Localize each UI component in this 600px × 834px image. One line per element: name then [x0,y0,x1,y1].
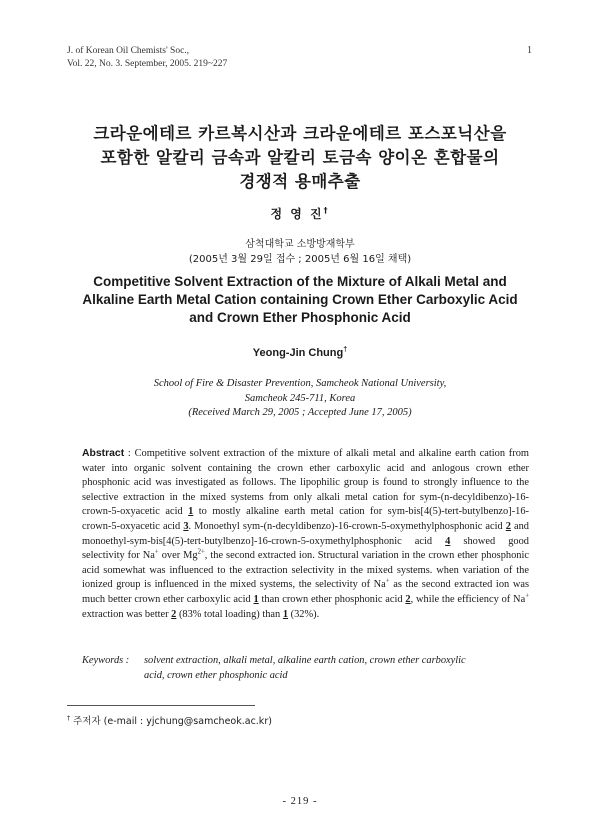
english-dates: (Received March 29, 2005 ; Accepted June 17, 2005) [188,407,412,418]
charge-sup: + [385,577,390,585]
abstract-text: , the second extracted ion. Structural variation in the crown ether phosphonic acid somewhat was influenced to the extraction selectivity in the mixed systems. when variation of the ionized group is influenced in the mixed systems, the selectivity of Na [82,550,529,591]
page-number: - 219 - [282,796,318,807]
charge-sup: + [154,548,159,556]
abstract-text: extraction was better [82,608,172,620]
korean-dates: (2005년 3월 29일 접수 ; 2005년 6월 16일 채택) [188,254,412,265]
keywords-line: solvent extraction, alkali metal, alkaline earth cation, crown ether carboxylic [144,655,466,666]
keywords-line: acid, crown ether phosphonic acid [144,669,288,681]
compound-ref: 2 [505,520,511,532]
abstract-text: and monoethyl-sym-bis[4(5)-tert-butylbenzo]-16-crown-5-oxymethylphosphonic acid [82,520,529,547]
abstract-text: than crown ether phosphonic acid [258,593,406,605]
compound-ref: 2 [171,608,177,620]
abstract-text: to mostly alkaline earth metal cation for sym-bis[4(5)-tert-butylbenzo]-16-crown-5-oxyacetic acid [82,506,530,532]
english-author-name: Yeong-Jin Chung [252,347,344,359]
journal-name: J. of Korean Oil Chemists' Soc., [67,46,190,56]
journal-citation [67,45,227,71]
korean-title-line: 경쟁적 용매추출 [239,172,361,191]
abstract-text: showed good selectivity for Na [82,535,529,562]
keywords-label: Keywords : [82,655,130,666]
abstract-text: Competitive solvent extraction of the mixture of alkali metal and alkaline earth cation from water into organic solvent containing the crown ether carboxylic acid and anlogous crown ether phosphonic acid was investigated as follows. The lipophilic group is found to strongly influence to the selective extraction in the mixed systems from only alkali metal cation for sym-(n-decyldibenzo)-16-crown-5-oxyacetic acid [82,448,530,518]
english-title-line: Alkaline Earth Metal Cation containing Crown Ether Carboxylic Acid [82,292,518,307]
keywords [82,654,529,683]
english-affiliation-line: Samcheok 245-711, Korea [244,392,356,404]
korean-title-line: 포함한 알칼리 금속과 알칼리 토금속 양이온 혼합물의 [100,148,500,167]
footnote-dagger: † [67,714,71,722]
top-page-number: 1 [527,45,532,56]
charge-sup: 2+ [197,548,205,556]
abstract-text: over Mg [158,550,198,562]
korean-author [0,205,600,222]
compound-ref: 1 [253,593,259,605]
charge-sup: + [525,592,529,600]
korean-author-name: 정 영 진 [270,207,324,221]
abstract-text: (32%). [288,608,320,620]
abstract-text: (83% total loading) than [176,608,283,620]
english-affiliation [0,377,600,421]
journal-volume: Vol. 22, No. 3. September, 2005. 219~227 [67,59,228,69]
footnote-divider [67,705,255,706]
english-title-line: Competitive Solvent Extraction of the Mixture of Alkali Metal and [93,274,507,289]
english-affiliation-line: School of Fire & Disaster Prevention, Samcheok National University, [153,378,447,389]
korean-affiliation [0,237,600,267]
korean-affiliation-name: 삼척대학교 소방방재학부 [245,239,355,250]
abstract-label: Abstract [82,448,125,459]
compound-ref: 3 [183,520,189,532]
author-dagger: † [323,206,330,215]
footnote-text: 주저자 (e-mail : yjchung@samcheok.ac.kr) [70,716,272,727]
abstract-text: . Monoethyl sym-(n-decyldibenzo)-16-crown-5-oxymethylphosphonic acid [188,520,506,532]
compound-ref: 1 [282,608,289,620]
footnote [67,713,272,727]
korean-title [0,122,600,194]
abstract-text: , while the efficiency of Na [410,593,526,605]
abstract-text: as the second extracted ion was much better crown ether carboxylic acid [82,579,529,605]
english-title-line: and Crown Ether Phosphonic Acid [189,310,411,325]
english-author [0,347,600,359]
compound-ref: 4 [445,535,451,547]
abstract-sep: : [124,448,135,459]
author-dagger: † [343,345,348,354]
english-title [0,273,600,327]
abstract [82,447,529,622]
compound-ref: 2 [405,593,411,605]
korean-title-line: 크라운에테르 카르복시산과 크라운에테르 포스포닉산을 [93,124,507,143]
compound-ref: 1 [188,506,194,518]
